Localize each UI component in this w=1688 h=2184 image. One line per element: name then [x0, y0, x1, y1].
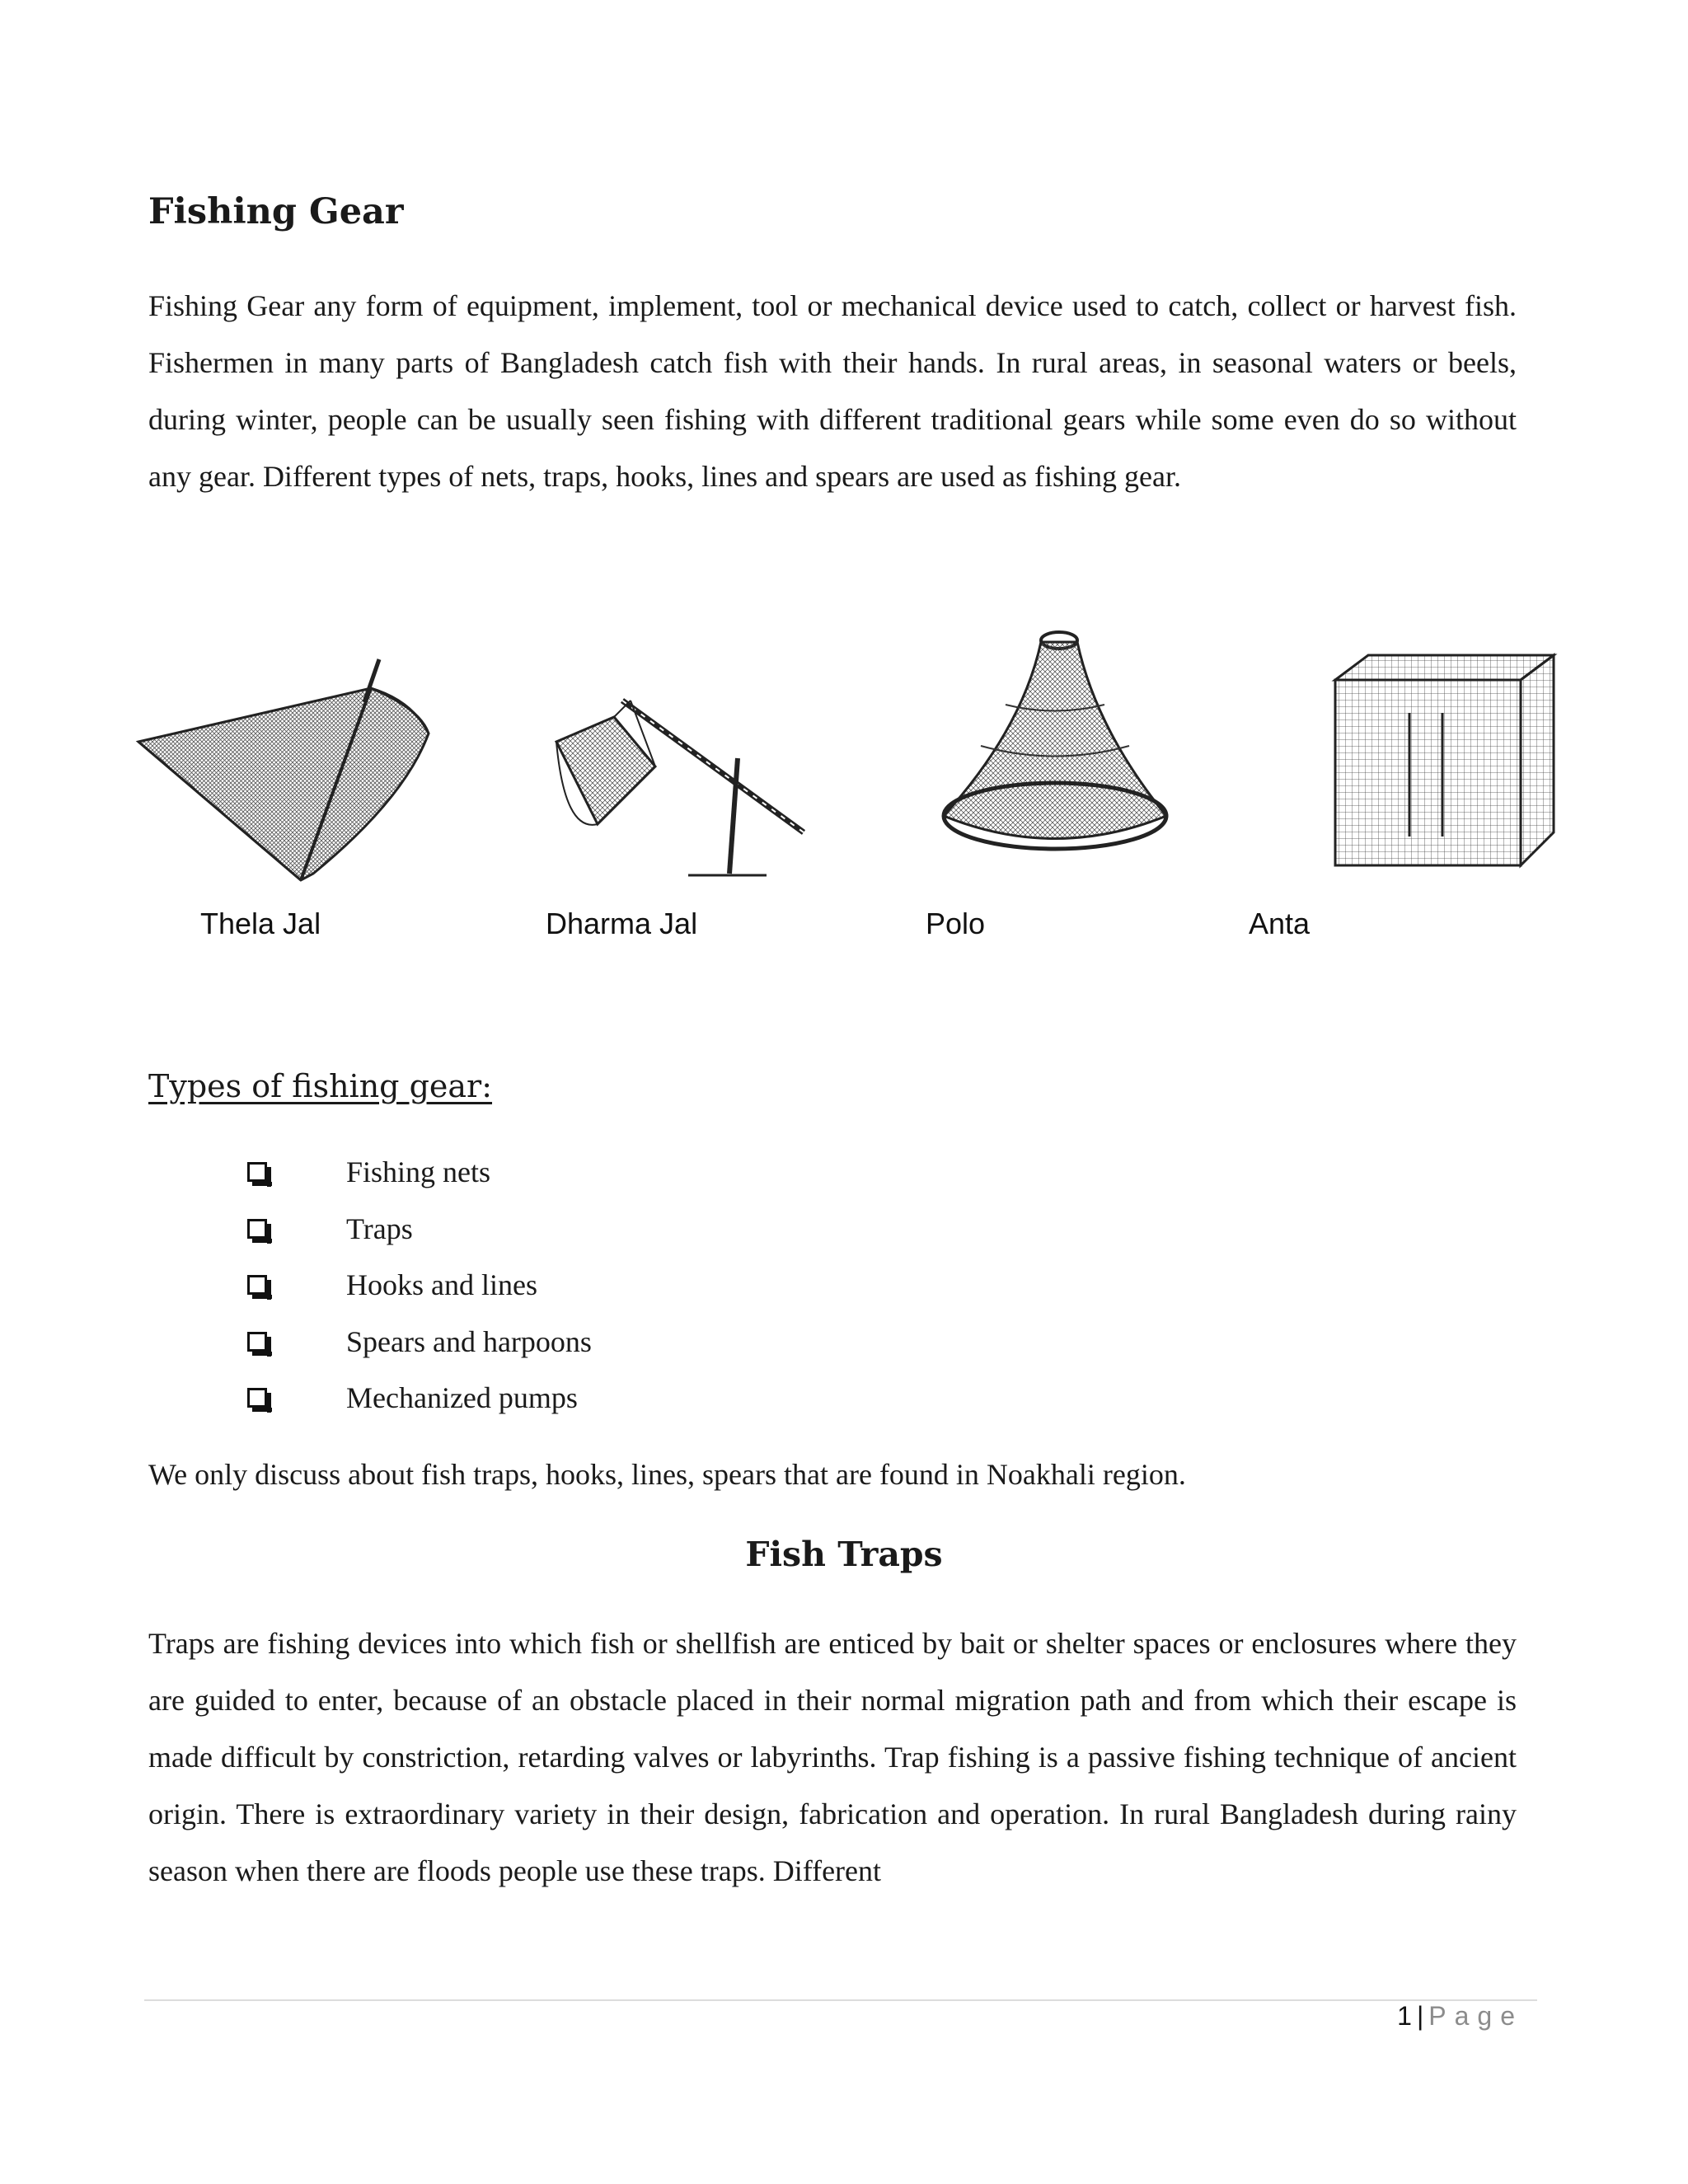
footer-divider	[144, 1999, 1537, 2001]
dharma-jal-illustration	[548, 684, 812, 882]
page-footer	[1397, 2001, 1523, 2032]
checkbox-bullet-icon	[247, 1388, 267, 1408]
intro-paragraph: Fishing Gear any form of equipment, implement, tool or mechanical device used to catch, collect or harvest fish. Fishermen in many parts of Bangladesh catch fish with their hands. In rural areas, in seasonal waters or beels, during winter, people can be usually seen fishing with different traditional gears while some even do so without any gear. Different types of nets, traps, hooks, lines and spears are used as fishing gear.	[148, 289, 1517, 493]
page-title: Fishing Gear	[148, 191, 404, 232]
checkbox-bullet-icon	[247, 1275, 267, 1295]
footer-separator: |	[1416, 2001, 1424, 2031]
checkbox-bullet-icon	[247, 1219, 267, 1239]
figure-caption-dharma-jal: Dharma Jal	[546, 907, 698, 940]
figure-caption-thela-jal: Thela Jal	[200, 907, 321, 940]
thela-jal-illustration	[132, 651, 437, 898]
anta-illustration	[1319, 647, 1558, 869]
fish-traps-paragraph: Traps are fishing devices into which fish or shellfish are enticed by bait or shelter spaces or enclosures where they are guided to enter, because of an obstacle placed in their normal migration path and from which their escape is made difficult by constriction, retarding valves or labyrinths. Trap fishing is a passive fishing technique of ancient origin. There is extraordinary variety in their design, fabrication and operation. In rural Bangladesh during rainy season when there are floods people use these traps. Different	[148, 1627, 1517, 1887]
fish-traps-heading: Fish Traps	[745, 1535, 943, 1574]
checkbox-bullet-icon	[247, 1332, 267, 1352]
checkbox-bullet-icon	[247, 1162, 267, 1182]
figure-caption-polo: Polo	[926, 907, 986, 940]
types-heading: Types of fishing gear:	[148, 1068, 493, 1104]
page-label: Page	[1428, 2001, 1523, 2031]
scope-note: We only discuss about fish traps, hooks, lines, spears that are found in Noakhali region.	[148, 1458, 1186, 1491]
page-number: 1	[1397, 2001, 1412, 2031]
figure-caption-anta: Anta	[1249, 907, 1311, 940]
polo-illustration	[931, 622, 1179, 869]
